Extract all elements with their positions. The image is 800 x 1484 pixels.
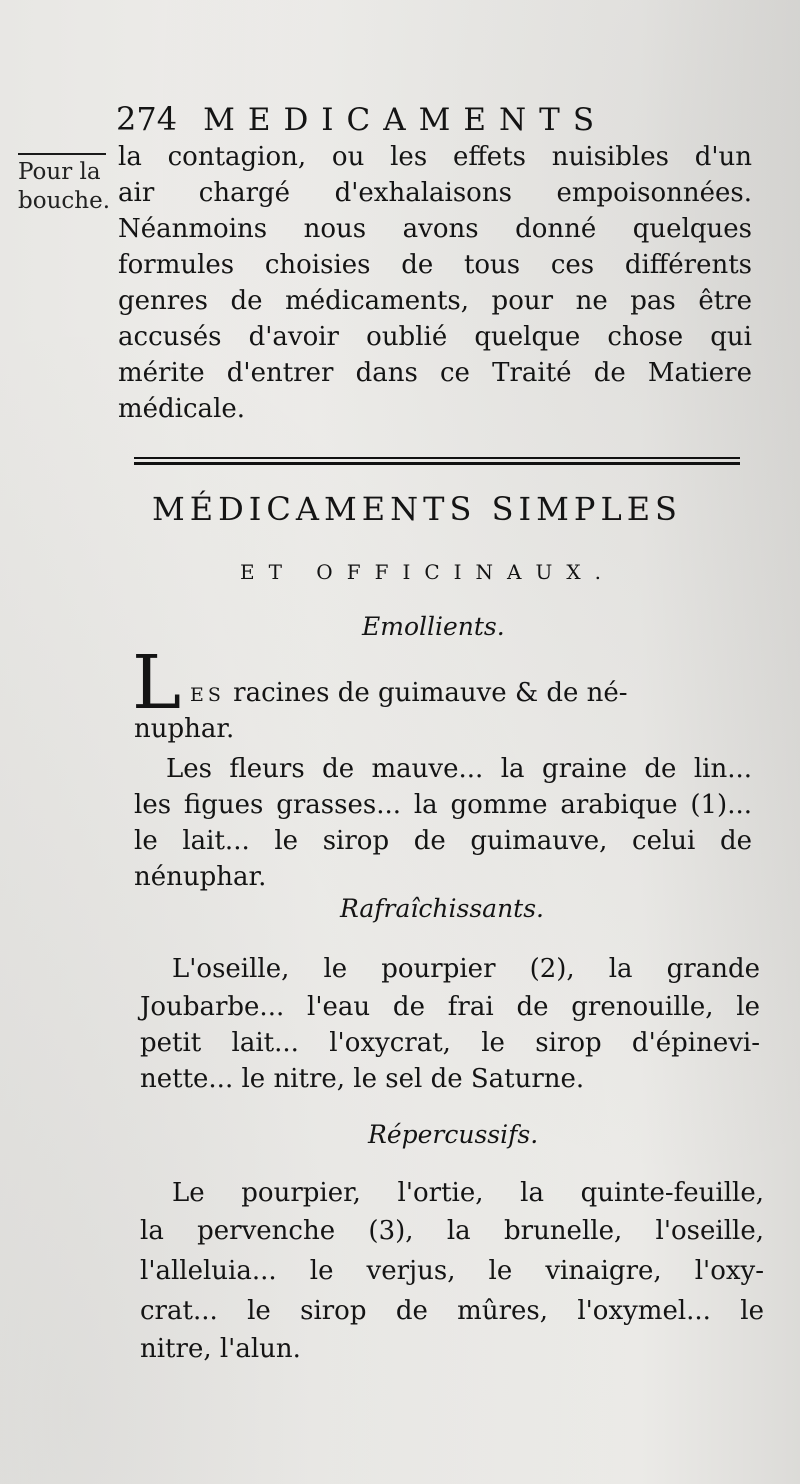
intro-line: genres de médicaments, pour ne pas être	[118, 286, 752, 316]
intro-line: la contagion, ou les effets nuisibles d'un	[118, 142, 752, 172]
heading-repercussifs: Répercussifs.	[368, 1120, 539, 1149]
running-head	[116, 100, 607, 138]
rafraichissants-line: petit lait... l'oxycrat, le sirop d'épinevi-	[140, 1028, 760, 1058]
intro-line: air chargé d'exhalaisons empoisonnées.	[118, 178, 752, 208]
repercussifs-line: nitre, l'alun.	[140, 1334, 301, 1364]
rafraichissants-line: Joubarbe... l'eau de frai de grenouille, le	[140, 992, 760, 1022]
margin-rule	[18, 153, 106, 155]
emollients-first-line	[190, 676, 752, 714]
heading-rafraichissants: Rafraîchissants.	[340, 894, 544, 923]
first-word-caps: ES	[190, 684, 225, 706]
section-rule-thin	[134, 457, 740, 459]
repercussifs-line: Le pourpier, l'ortie, la quinte-feuille,	[172, 1178, 764, 1208]
section-subtitle: ET OFFICINAUX.	[240, 560, 615, 584]
section-title: MÉDICAMENTS SIMPLES	[152, 490, 682, 528]
repercussifs-line: la pervenche (3), la brunelle, l'oseille,	[140, 1216, 764, 1246]
emollients-line: Les fleurs de mauve... la graine de lin...	[166, 754, 752, 784]
drop-cap: L	[132, 640, 182, 726]
intro-line: mérite d'entrer dans ce Traité de Matiere	[118, 358, 752, 388]
section-rule-thick	[134, 462, 740, 465]
emollients-line: nénuphar.	[134, 862, 267, 892]
intro-line: formules choisies de tous ces différents	[118, 250, 752, 280]
margin-note: Pour la bouche.	[18, 159, 110, 214]
repercussifs-line: crat... le sirop de mûres, l'oxymel... le	[140, 1296, 764, 1326]
rafraichissants-line: L'oseille, le pourpier (2), la grande	[172, 954, 760, 984]
page-number: 274	[116, 100, 178, 138]
intro-line: Néanmoins nous avons donné quelques	[118, 214, 752, 244]
intro-line: médicale.	[118, 394, 246, 424]
intro-line: accusés d'avoir oublié quelque chose qui	[118, 322, 752, 352]
running-title: MEDICAMENTS	[203, 102, 608, 138]
emollients-line: les figues grasses... la gomme arabique (1)...	[134, 790, 752, 820]
heading-emollients: Emollients.	[362, 612, 505, 641]
repercussifs-line: l'alleluia... le verjus, le vinaigre, l'oxy-	[140, 1256, 764, 1286]
emollients-line: nuphar.	[134, 714, 235, 744]
first-line-text: racines de guimauve & de né-	[233, 678, 628, 708]
rafraichissants-line: nette... le nitre, le sel de Saturne.	[140, 1064, 585, 1094]
emollients-line: le lait... le sirop de guimauve, celui de	[134, 826, 752, 856]
